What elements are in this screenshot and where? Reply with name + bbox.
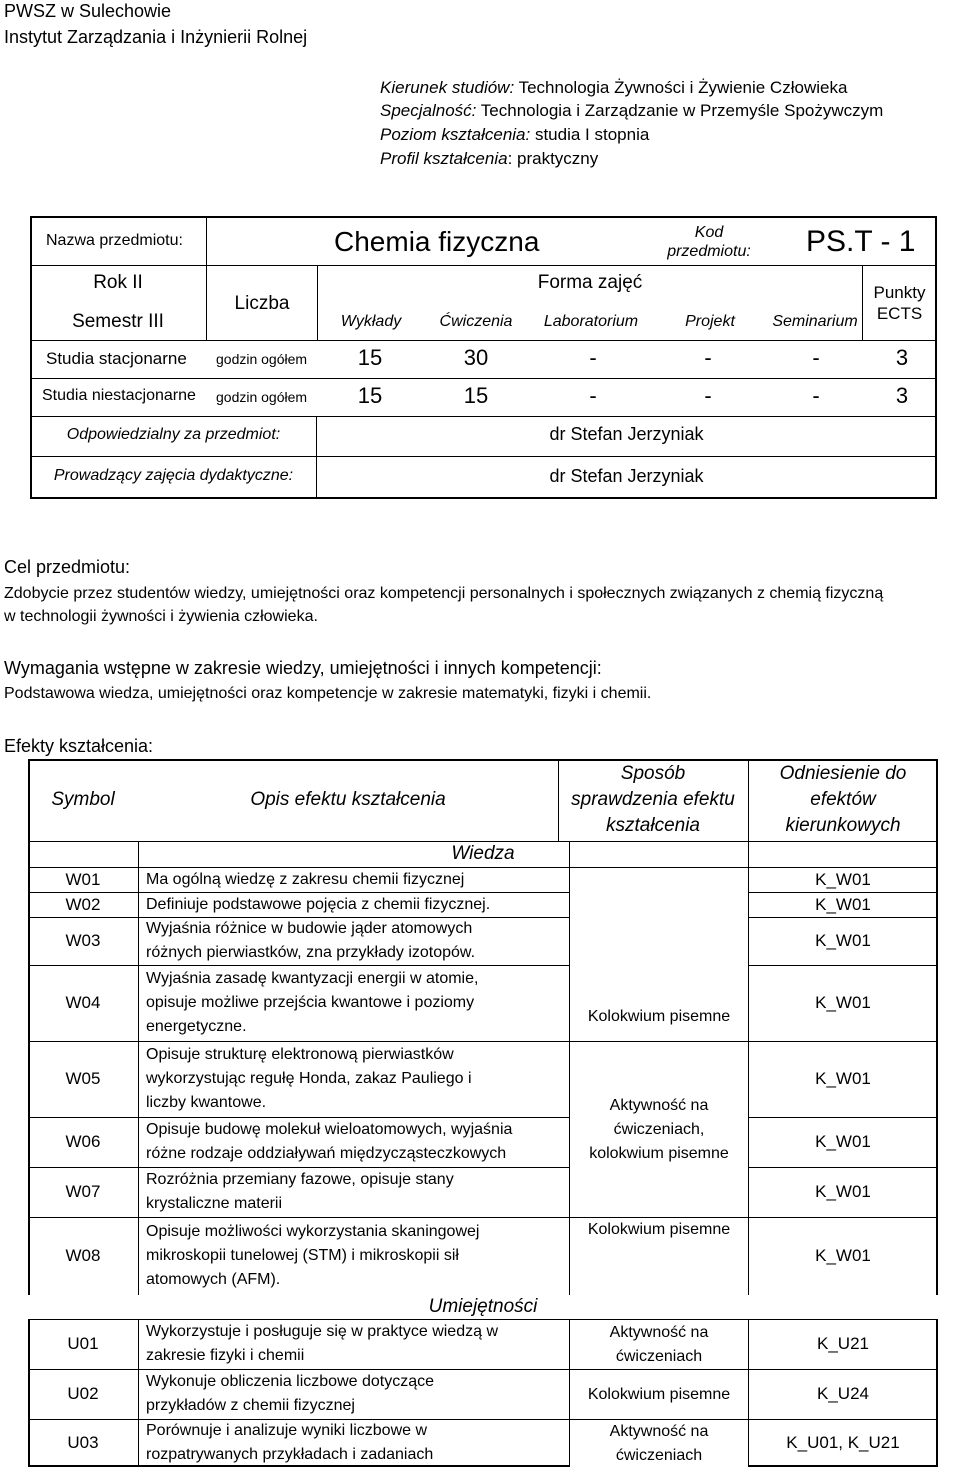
requirements-heading: Wymagania wstępne w zakresie wiedzy, umiejętności i innych kompetencji: <box>4 658 602 678</box>
assessment-method-line: kolokwium pisemne <box>589 1144 729 1162</box>
assessment-method-line: ćwiczeniach <box>615 1347 703 1365</box>
hours-seminar: - <box>812 345 820 370</box>
outcome-symbol: W04 <box>65 993 101 1012</box>
form-laboratory: Laboratorium <box>543 313 639 330</box>
outcome-description-line: energetyczne. <box>146 1018 247 1035</box>
outcome-reference: K_U01, K_U21 <box>786 1433 900 1452</box>
outcome-symbol: W05 <box>65 1069 101 1088</box>
outcome-reference: K_W01 <box>815 894 871 914</box>
outcome-description-line: Definiuje podstawowe pojęcia z chemii fizycznej. <box>146 895 491 913</box>
outcome-reference: K_U21 <box>817 1334 869 1353</box>
ects-value: 3 <box>895 383 909 408</box>
assessment-method-line: ćwiczeniach, <box>613 1120 705 1138</box>
semester-label: Semestr III <box>72 311 164 332</box>
outcome-description-line: Wykorzystuje i posługuje się w praktyce wiedzą w <box>146 1323 498 1340</box>
count-label: Liczba <box>234 293 290 314</box>
assessment-method-line: ćwiczeniach <box>615 1446 703 1464</box>
outcome-reference: K_W01 <box>815 993 871 1012</box>
meta-field-level: Poziom kształcenia: studia I stopnia <box>380 125 650 144</box>
outcome-description-line: wykorzystując regułę Honda, zakaz Pauliego i <box>146 1070 472 1087</box>
requirements-text: Podstawowa wiedza, umiejętności oraz kompetencje w zakresie matematyki, fizyki i chemii. <box>4 685 652 702</box>
assessment-method: Kolokwium pisemne <box>570 1370 748 1419</box>
outcome-description-line: krystaliczne materii <box>146 1195 283 1212</box>
outcome-symbol: W08 <box>65 1246 101 1265</box>
teacher-label: Prowadzący zajęcia dydaktyczne: <box>53 467 294 484</box>
assessment-method-line: Aktywność na <box>609 1096 709 1114</box>
outcome-description-line: Opisuje możliwości wykorzystania skaningowej <box>146 1223 480 1240</box>
assessment-method-line: Aktywność na <box>609 1323 709 1341</box>
outcomes-table <box>28 759 938 1467</box>
hours-laboratory: - <box>589 383 597 408</box>
mode-part-time: Studia niestacjonarne <box>42 387 196 404</box>
assessment-method <box>570 1320 748 1369</box>
outcome-reference: K_W01 <box>815 1132 871 1151</box>
outcome-description <box>146 1217 566 1295</box>
col-header-method: Sposób sprawdzenia efektu kształcenia <box>571 763 735 836</box>
hours-lecture: 15 <box>357 383 383 408</box>
outcome-description <box>146 892 566 917</box>
hours-project: - <box>704 345 712 370</box>
form-lecture: Wykłady <box>340 313 402 330</box>
mode-full-time: Studia stacjonarne <box>46 349 187 368</box>
forms-label: Forma zajęć <box>537 272 643 293</box>
outcome-description-line: Ma ogólną wiedzę z zakresu chemii fizycznej <box>146 870 465 888</box>
outcome-symbol: W06 <box>65 1132 101 1151</box>
goal-text-line1: Zdobycie przez studentów wiedzy, umiejętności oraz kompetencji personalnych i społecznych związanych z chemią fizyczną <box>4 585 884 602</box>
goal-heading: Cel przedmiotu: <box>4 557 131 577</box>
outcome-description-line: opisuje możliwe przejścia kwantowe i poziomy <box>146 994 475 1011</box>
outcome-reference: K_W01 <box>815 1069 871 1088</box>
outcome-description-line: przykładów z chemii fizycznej <box>146 1397 355 1414</box>
outcome-description-line: liczby kwantowe. <box>146 1094 267 1111</box>
outcome-description-line: różnych pierwiastków, zna przykłady izotopów. <box>146 944 476 961</box>
outcome-description-line: Wyjaśnia zasadę kwantyzacji energii w atomie, <box>146 970 479 987</box>
assessment-method <box>570 1420 748 1467</box>
outcome-symbol: U03 <box>67 1433 99 1452</box>
outcome-reference: K_W01 <box>815 869 871 889</box>
outcome-reference: K_W01 <box>815 1246 871 1265</box>
assessment-method <box>570 1042 748 1217</box>
hours-exercises: 30 <box>463 345 489 370</box>
outcome-description-line: Wyjaśnia różnice w budowie jąder atomowych <box>146 920 473 937</box>
form-seminar: Seminarium <box>772 313 858 330</box>
section-skills: Umiejętności <box>28 1295 938 1319</box>
outcome-symbol: W01 <box>65 869 101 889</box>
outcome-description-line: różne rodzaje oddziaływań międzycząsteczkowych <box>146 1145 507 1162</box>
outcomes-heading: Efekty kształcenia: <box>4 736 154 756</box>
outcome-description-line: Rozróżnia przemiany fazowe, opisuje stany <box>146 1171 454 1188</box>
outcome-description-line: Porównuje i analizuje wyniki liczbowe w <box>146 1422 428 1439</box>
assessment-method: Kolokwium pisemne <box>570 868 748 1041</box>
teacher-person: dr Stefan Jerzyniak <box>549 466 704 486</box>
col-header-symbol: Symbol <box>51 789 115 810</box>
assessment-method-line: Aktywność na <box>609 1422 709 1440</box>
hours-laboratory: - <box>589 345 597 370</box>
outcome-description-line: atomowych (AFM). <box>146 1271 281 1288</box>
year-label: Rok II <box>93 272 143 293</box>
section-knowledge: Wiedza <box>451 843 515 864</box>
col-header-description: Opis efektu kształcenia <box>250 789 446 810</box>
outcome-description <box>146 867 566 892</box>
outcome-description <box>146 965 566 1041</box>
unit-label: godzin ogółem <box>216 351 308 367</box>
outcome-description <box>146 1167 566 1217</box>
hours-lecture: 15 <box>357 345 383 370</box>
hours-seminar: - <box>812 383 820 408</box>
course-code-label: Kod przedmiotu: <box>667 224 751 260</box>
outcome-description-line: Wykonuje obliczenia liczbowe dotyczące <box>146 1373 434 1390</box>
course-name-label: Nazwa przedmiotu: <box>46 232 183 249</box>
meta-field-profile: Profil kształcenia: praktyczny <box>380 149 599 168</box>
form-project: Projekt <box>685 313 735 330</box>
outcome-description <box>146 1041 566 1117</box>
outcome-symbol: W07 <box>65 1182 101 1201</box>
responsible-person: dr Stefan Jerzyniak <box>549 424 704 444</box>
outcome-description-line: rozpatrywanych przykładach i zadaniach <box>146 1446 434 1463</box>
outcome-description-line: Opisuje budowę molekuł wieloatomowych, wyjaśnia <box>146 1121 513 1138</box>
goal-text-line2: w technologii żywności i żywienia człowieka. <box>4 608 318 625</box>
ects-value: 3 <box>895 345 909 370</box>
hours-exercises: 15 <box>463 383 489 408</box>
institution-name: PWSZ w Sulechowie <box>4 1 172 21</box>
institute-name: Instytut Zarządzania i Inżynierii Rolnej <box>4 27 308 47</box>
course-name: Chemia fizyczna <box>334 226 540 257</box>
hours-project: - <box>704 383 712 408</box>
course-code: PS.T - 1 <box>806 225 916 258</box>
outcome-description-line: Opisuje strukturę elektronową pierwiastków <box>146 1046 454 1063</box>
ects-label: Punkty ECTS <box>873 283 926 323</box>
outcome-reference: K_W01 <box>815 931 871 950</box>
outcome-description <box>146 1319 566 1369</box>
outcome-reference: K_U24 <box>817 1384 869 1403</box>
responsible-label: Odpowiedzialny za przedmiot: <box>66 426 281 443</box>
outcome-symbol: W02 <box>65 894 101 914</box>
outcome-description <box>146 1117 566 1167</box>
outcome-symbol: U02 <box>67 1384 99 1403</box>
outcome-description <box>146 917 566 965</box>
outcome-reference: K_W01 <box>815 1182 871 1201</box>
outcome-description-line: zakresie fizyki i chemii <box>146 1347 305 1364</box>
outcome-description <box>146 1369 566 1419</box>
outcome-description-line: mikroskopii tunelowej (STM) i mikroskopii sił <box>146 1247 459 1264</box>
outcome-description <box>146 1419 566 1467</box>
meta-field-specialty: Specjalność: Technologia i Zarządzanie w Przemyśle Spożywczym <box>380 101 884 120</box>
col-header-reference: Odniesienie do efektów kierunkowych <box>779 763 907 836</box>
form-exercises: Ćwiczenia <box>439 313 513 330</box>
outcome-symbol: W03 <box>65 931 101 950</box>
assessment-method: Kolokwium pisemne <box>570 1218 748 1295</box>
unit-label: godzin ogółem <box>216 389 308 405</box>
meta-field-major: Kierunek studiów: Technologia Żywności i Żywienie Człowieka <box>380 78 848 97</box>
outcome-symbol: U01 <box>67 1334 99 1353</box>
